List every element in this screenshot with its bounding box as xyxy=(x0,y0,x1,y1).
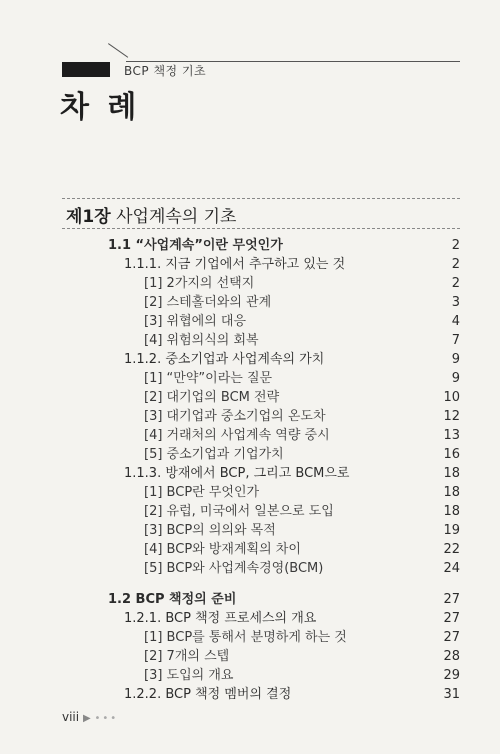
toc-entry xyxy=(0,521,500,541)
footer-dots: ••• xyxy=(94,713,119,724)
chapter-top-divider xyxy=(62,198,460,199)
running-title: BCP 책정 기초 xyxy=(124,64,207,78)
toc-entry-title: [3] 위협에의 대응 xyxy=(144,314,247,329)
toc-entry xyxy=(0,609,500,629)
toc-entry xyxy=(0,388,500,408)
toc-entry xyxy=(0,331,500,351)
toc-entry-page: 7 xyxy=(451,333,460,348)
toc-entry-title: [4] 위험의식의 회복 xyxy=(144,333,259,348)
toc-entry-title: 1.1 “사업계속”이란 무엇인가 xyxy=(108,238,283,253)
toc-entry xyxy=(0,647,500,667)
toc-entry xyxy=(0,464,500,484)
toc-entry xyxy=(0,483,500,503)
toc-entry-page: 12 xyxy=(443,409,460,424)
toc-entry xyxy=(0,274,500,294)
toc-entry xyxy=(0,293,500,313)
toc-entry-title: [2] 대기업의 BCM 전략 xyxy=(144,390,280,405)
toc-entry xyxy=(0,666,500,686)
toc-entry-title: 1.1.3. 방재에서 BCP, 그리고 BCM으로 xyxy=(124,466,350,481)
toc-entry-page: 2 xyxy=(451,238,460,253)
toc-entry-page: 27 xyxy=(443,592,460,607)
toc-entry xyxy=(0,445,500,465)
toc-entry-title: [2] 7개의 스텝 xyxy=(144,649,230,664)
toc-entry xyxy=(0,312,500,332)
toc-entry-title: [3] 도입의 개요 xyxy=(144,668,234,683)
page-footer xyxy=(62,710,118,724)
toc-entry-page: 22 xyxy=(443,542,460,557)
toc-entry xyxy=(0,369,500,389)
toc-entry-page: 28 xyxy=(443,649,460,664)
toc-entry-title: [5] 중소기업과 기업가치 xyxy=(144,447,284,462)
toc-entry-title: [5] BCP와 사업계속경영(BCM) xyxy=(144,561,324,576)
toc-entry-page: 18 xyxy=(443,504,460,519)
toc-entry xyxy=(0,255,500,275)
toc-entry-title: [4] BCP와 방재계획의 차이 xyxy=(144,542,301,557)
toc-entry-title: [3] BCP의 의의와 목적 xyxy=(144,523,276,538)
toc-entry xyxy=(0,426,500,446)
toc-entry xyxy=(0,407,500,427)
toc-entry-page: 10 xyxy=(443,390,460,405)
toc-entry-page: 9 xyxy=(451,352,460,367)
page-title: 차 례 xyxy=(60,90,141,125)
toc-entry xyxy=(0,540,500,560)
toc-entry-page: 19 xyxy=(443,523,460,538)
toc-entry-page: 4 xyxy=(451,314,460,329)
chapter-bottom-divider xyxy=(62,228,460,229)
toc-entry xyxy=(0,502,500,522)
toc-entry-title: [4] 거래처의 사업계속 역량 중시 xyxy=(144,428,330,443)
toc-entry xyxy=(0,628,500,648)
toc-entry-page: 16 xyxy=(443,447,460,462)
toc-entry-page: 13 xyxy=(443,428,460,443)
toc-entry-title: [1] BCP란 무엇인가 xyxy=(144,485,260,500)
toc-entry xyxy=(0,350,500,370)
toc-entry xyxy=(0,559,500,579)
chapter-title: 사업계속의 기초 xyxy=(116,207,237,227)
toc-entry-page: 31 xyxy=(443,687,460,702)
toc-entry-page: 24 xyxy=(443,561,460,576)
chapter-heading xyxy=(66,202,236,227)
triangle-right-icon: ▶ xyxy=(82,713,91,724)
toc-entry-page: 2 xyxy=(451,276,460,291)
toc-entry-title: 1.2 BCP 책정의 준비 xyxy=(108,592,237,607)
chapter-number: 제1장 xyxy=(66,207,111,227)
toc-entry-page: 9 xyxy=(451,371,460,386)
page-number: viii xyxy=(62,710,80,724)
toc-entry-title: 1.2.1. BCP 책정 프로세스의 개요 xyxy=(124,611,317,626)
header-block xyxy=(62,62,110,77)
toc-entry-title: 1.1.2. 중소기업과 사업계속의 가치 xyxy=(124,352,325,367)
toc-entry-title: [2] 스테홀더와의 관계 xyxy=(144,295,272,310)
toc-entry-page: 18 xyxy=(443,466,460,481)
toc-entry-page: 3 xyxy=(451,295,460,310)
toc-entry-page: 18 xyxy=(443,485,460,500)
toc-entry-page: 2 xyxy=(451,257,460,272)
toc-entry xyxy=(0,685,500,705)
toc-entry-title: [1] BCP를 통해서 분명하게 하는 것 xyxy=(144,630,347,645)
toc-entry-page: 27 xyxy=(443,611,460,626)
toc-entry-title: [2] 유럽, 미국에서 일본으로 도입 xyxy=(144,504,334,519)
toc-entry xyxy=(0,590,500,610)
toc-entry-title: [3] 대기업과 중소기업의 온도차 xyxy=(144,409,326,424)
toc-entry-title: [1] 2가지의 선택지 xyxy=(144,276,255,291)
toc-entry xyxy=(0,236,500,256)
header-diagonal-line xyxy=(108,43,128,58)
toc-entry-page: 27 xyxy=(443,630,460,645)
toc-entry-title: [1] “만약”이라는 질문 xyxy=(144,371,273,386)
toc-entry-title: 1.2.2. BCP 책정 멤버의 결정 xyxy=(124,687,292,702)
toc-entry-title: 1.1.1. 지금 기업에서 추구하고 있는 것 xyxy=(124,257,346,272)
toc-entry-page: 29 xyxy=(443,668,460,683)
